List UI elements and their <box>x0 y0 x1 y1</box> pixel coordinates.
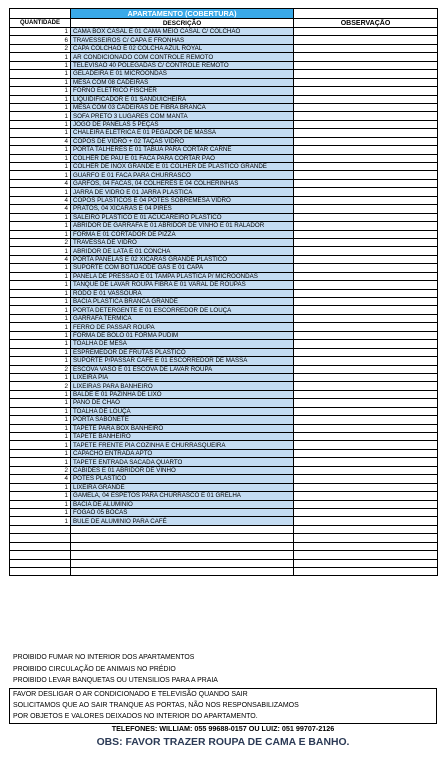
table-row <box>10 441 438 449</box>
item-description: GUARFO E 01 FACA PARA CHURRASCO <box>71 171 294 179</box>
item-observation <box>294 95 438 103</box>
item-description: SOFA PRETO 3 LUGARES COM MANTA <box>71 112 294 120</box>
table-row <box>10 348 438 356</box>
table-row <box>10 500 438 508</box>
table-row <box>10 492 438 500</box>
item-quantity: 1 <box>10 264 71 272</box>
empty-cell <box>10 551 71 559</box>
item-observation <box>294 517 438 525</box>
item-observation <box>294 163 438 171</box>
item-quantity: 1 <box>10 28 71 36</box>
item-quantity: 1 <box>10 154 71 162</box>
item-quantity: 1 <box>10 213 71 221</box>
item-observation <box>294 365 438 373</box>
item-observation <box>294 373 438 381</box>
item-quantity: 1 <box>10 449 71 457</box>
item-quantity: 1 <box>10 112 71 120</box>
item-observation <box>294 112 438 120</box>
item-description: POTES PLASTICO <box>71 475 294 483</box>
item-observation <box>294 272 438 280</box>
notice-line-ac: FAVOR DESLIGAR O AR CONDICIONADO E TELEVISÃO QUANDO SAIR <box>13 691 248 698</box>
item-observation <box>294 323 438 331</box>
item-quantity: 1 <box>10 230 71 238</box>
item-description: RODO E 01 VASSOURA <box>71 289 294 297</box>
item-description: ESPREMEDOR DE FRUTAS PLASTICO <box>71 348 294 356</box>
item-quantity: 2 <box>10 44 71 52</box>
item-description: ABRIDOR DE LATA E 01 CONCHA <box>71 247 294 255</box>
table-row <box>10 154 438 162</box>
item-description: PANELA DE PRESSÃO E 01 TAMPA PLASTICA P/ MICROONDAS <box>71 272 294 280</box>
table-row <box>10 475 438 483</box>
item-quantity: 1 <box>10 331 71 339</box>
item-description: SUPORTE P/PASSAR CAFÉ E 01 ESCORREDOR DE MASSA <box>71 357 294 365</box>
item-quantity: 2 <box>10 382 71 390</box>
item-description: FORMA DE BOLO 01 FORMA PUDIM <box>71 331 294 339</box>
item-quantity: 1 <box>10 373 71 381</box>
table-row <box>10 433 438 441</box>
title-blank-right <box>294 9 438 19</box>
item-description: TRAVESSA DE VIDRO <box>71 238 294 246</box>
empty-cell <box>71 525 294 533</box>
item-quantity: 1 <box>10 53 71 61</box>
item-description: TOALHA DE LOUÇA <box>71 407 294 415</box>
item-description: JARRA DE VIDRO E 01 JARRA PLASTICA <box>71 188 294 196</box>
item-quantity: 1 <box>10 340 71 348</box>
item-description: TOALHA DE MESA <box>71 340 294 348</box>
table-row <box>10 95 438 103</box>
item-description: LIXEIRA GRANDE <box>71 483 294 491</box>
table-row <box>10 306 438 314</box>
item-description: TAPETE ENTRADA SACADA QUARTO <box>71 458 294 466</box>
item-observation <box>294 306 438 314</box>
table-row <box>10 272 438 280</box>
item-quantity: 4 <box>10 205 71 213</box>
item-observation <box>294 357 438 365</box>
item-quantity: 4 <box>10 475 71 483</box>
table-row <box>10 196 438 204</box>
item-quantity: 1 <box>10 222 71 230</box>
item-observation <box>294 458 438 466</box>
item-observation <box>294 331 438 339</box>
item-description: FERRO DE PASSAR ROUPA <box>71 323 294 331</box>
table-row <box>10 466 438 474</box>
table-row <box>10 281 438 289</box>
empty-cell <box>294 534 438 542</box>
item-description: GAMELA, 04 ESPETOS PARA CHURRASCO E 01 GRELHA <box>71 492 294 500</box>
item-description: TAPETE BANHEIRO <box>71 433 294 441</box>
item-quantity: 1 <box>10 500 71 508</box>
table-row <box>10 61 438 69</box>
item-description: PORTA PANELAS E 02 XICARAS GRANDE PLASTICO <box>71 255 294 263</box>
item-quantity: 1 <box>10 483 71 491</box>
item-observation <box>294 483 438 491</box>
item-observation <box>294 238 438 246</box>
item-quantity: 4 <box>10 179 71 187</box>
table-row <box>10 449 438 457</box>
item-description: LIQUIDIFICADOR E 01 SANDUICHEIRA <box>71 95 294 103</box>
table-row <box>10 205 438 213</box>
item-quantity: 1 <box>10 247 71 255</box>
header-observation: OBSERVAÇÃO <box>294 19 438 28</box>
empty-cell <box>294 542 438 550</box>
item-quantity: 2 <box>10 365 71 373</box>
item-quantity: 1 <box>10 103 71 111</box>
item-quantity: 1 <box>10 87 71 95</box>
item-quantity: 1 <box>10 163 71 171</box>
table-row <box>10 103 438 111</box>
item-description: PORTA TALHERES E 01 TABUA PARA CORTAR CARNE <box>71 146 294 154</box>
item-observation <box>294 205 438 213</box>
table-row <box>10 331 438 339</box>
empty-row <box>10 542 438 550</box>
item-observation <box>294 289 438 297</box>
empty-row <box>10 568 438 576</box>
item-observation <box>294 433 438 441</box>
item-observation <box>294 120 438 128</box>
title-blank-left <box>10 9 71 19</box>
notice-line-lock: SOLICITAMOS QUE AO SAIR TRANQUE AS PORTAS, NÃO NOS RESPONSABILIZAMOS <box>13 701 299 709</box>
table-row <box>10 28 438 36</box>
item-quantity: 1 <box>10 129 71 137</box>
item-observation <box>294 188 438 196</box>
item-observation <box>294 230 438 238</box>
item-observation <box>294 196 438 204</box>
item-description: COPOS DE VIDRO + 02 TAÇAS VIDRO <box>71 137 294 145</box>
rule-no-smoking: PROIBIDO FUMAR NO INTERIOR DOS APARTAMENTOS <box>13 654 195 661</box>
table-row <box>10 517 438 525</box>
empty-cell <box>10 559 71 567</box>
empty-row <box>10 525 438 533</box>
item-observation <box>294 87 438 95</box>
item-description: MESA COM 03 CADEIRAS DE FIBRA BRANCA <box>71 103 294 111</box>
item-description: TANQUE DE LAVAR ROUPA FIBRA E 01 VARAL DE ROUPAS <box>71 281 294 289</box>
item-observation <box>294 281 438 289</box>
contact-phones: TELEFONES: WILLIAM: 055 99688-0157 OU LUIZ: 051 99707-2126 <box>111 724 335 733</box>
item-quantity: 1 <box>10 416 71 424</box>
empty-cell <box>294 568 438 576</box>
item-quantity: 2 <box>10 466 71 474</box>
item-description: TELEVISÃO 40 POLEGADAS C/ CONTROLE REMOTO <box>71 61 294 69</box>
header-row <box>10 19 438 28</box>
table-row <box>10 416 438 424</box>
item-observation <box>294 70 438 78</box>
table-row <box>10 247 438 255</box>
item-description: COLHER DE INOX GRANDE E 01 COLHER DE PLASTICO GRANDE <box>71 163 294 171</box>
item-observation <box>294 61 438 69</box>
item-observation <box>294 399 438 407</box>
item-observation <box>294 179 438 187</box>
item-observation <box>294 129 438 137</box>
item-quantity: 1 <box>10 95 71 103</box>
item-quantity: 1 <box>10 70 71 78</box>
item-quantity: 1 <box>10 146 71 154</box>
item-description: PRATOS, 04 XÍCARAS E 04 PIRES <box>71 205 294 213</box>
table-row <box>10 407 438 415</box>
item-observation <box>294 171 438 179</box>
table-row <box>10 458 438 466</box>
table-row <box>10 70 438 78</box>
item-observation <box>294 103 438 111</box>
rules-list <box>13 652 218 687</box>
header-quantity: QUANTIDADE <box>10 19 71 28</box>
header-description: DESCRIÇÃO <box>71 19 294 28</box>
item-observation <box>294 53 438 61</box>
item-description: CHALEIRA ELÉTRICA E 01 PEGADOR DE MASSA <box>71 129 294 137</box>
item-quantity: 4 <box>10 255 71 263</box>
table-row <box>10 373 438 381</box>
table-row <box>10 323 438 331</box>
item-observation <box>294 424 438 432</box>
empty-cell <box>71 534 294 542</box>
table-row <box>10 390 438 398</box>
empty-row <box>10 559 438 567</box>
table-row <box>10 179 438 187</box>
table-row <box>10 222 438 230</box>
item-description: MESA COM 08 CADEIRAS <box>71 78 294 86</box>
item-description: AR CONDICIONADO COM CONTROLE REMOTO <box>71 53 294 61</box>
table-row <box>10 120 438 128</box>
item-observation <box>294 500 438 508</box>
item-quantity: 1 <box>10 120 71 128</box>
item-observation <box>294 213 438 221</box>
item-description: BACIA DE ALUMINIO <box>71 500 294 508</box>
item-quantity: 1 <box>10 171 71 179</box>
item-quantity: 1 <box>10 281 71 289</box>
item-quantity: 6 <box>10 36 71 44</box>
item-description: GARFOS, 04 FACAS, 04 COLHERES E 04 COLHERINHAS <box>71 179 294 187</box>
item-description: PORTA SABONETE <box>71 416 294 424</box>
item-description: BACIA PLASTICA BRANCA GRANDE <box>71 298 294 306</box>
item-observation <box>294 154 438 162</box>
empty-cell <box>71 559 294 567</box>
table-row <box>10 264 438 272</box>
item-description: CAPA COLCHÃO E 02 COLCHA AZUL ROYAL <box>71 44 294 52</box>
empty-cell <box>10 568 71 576</box>
table-row <box>10 424 438 432</box>
item-quantity: 1 <box>10 306 71 314</box>
item-quantity: 1 <box>10 424 71 432</box>
item-quantity: 1 <box>10 357 71 365</box>
item-quantity: 1 <box>10 433 71 441</box>
table-row <box>10 230 438 238</box>
table-row <box>10 146 438 154</box>
empty-cell <box>294 525 438 533</box>
item-observation <box>294 382 438 390</box>
item-quantity: 1 <box>10 399 71 407</box>
empty-row <box>10 551 438 559</box>
item-quantity: 1 <box>10 458 71 466</box>
item-observation <box>294 36 438 44</box>
item-observation <box>294 255 438 263</box>
item-description: FORMA E 01 CORTADOR DE PIZZA <box>71 230 294 238</box>
table-row <box>10 163 438 171</box>
rule-no-animals: PROIBIDO CIRCULAÇÃO DE ANIMAIS NO PRÉDIO <box>13 665 176 673</box>
item-quantity: 1 <box>10 188 71 196</box>
empty-cell <box>71 568 294 576</box>
item-description: LIXEIRA PIA <box>71 373 294 381</box>
item-quantity: 1 <box>10 390 71 398</box>
item-observation <box>294 146 438 154</box>
table-row <box>10 78 438 86</box>
item-description: TAPETE FRENTE PIA COZINHA E CHURRASQUEIRA <box>71 441 294 449</box>
item-quantity: 1 <box>10 289 71 297</box>
inventory-table-body <box>10 9 438 576</box>
table-row <box>10 87 438 95</box>
item-observation <box>294 247 438 255</box>
item-observation <box>294 441 438 449</box>
item-observation <box>294 407 438 415</box>
empty-cell <box>10 534 71 542</box>
item-description: CABIDES E 01 ABRIDOR DE VINHO <box>71 466 294 474</box>
title-row <box>10 9 438 19</box>
item-quantity: 1 <box>10 508 71 516</box>
empty-cell <box>10 542 71 550</box>
item-description: COPOS PLASTICOS E 04 POTES SOBREMESA VIDRO <box>71 196 294 204</box>
item-observation <box>294 449 438 457</box>
table-row <box>10 289 438 297</box>
item-quantity: 2 <box>10 238 71 246</box>
item-observation <box>294 314 438 322</box>
item-description: GARRAFA TERMICA <box>71 314 294 322</box>
item-description: BULE DE ALUMINIO PARA CAFÉ <box>71 517 294 525</box>
table-row <box>10 298 438 306</box>
table-row <box>10 36 438 44</box>
item-observation <box>294 298 438 306</box>
item-observation <box>294 466 438 474</box>
item-description: ABRIDOR DE GARRAFA E 01 ABRIDOR DE VINHO E 01 RALADOR <box>71 222 294 230</box>
item-description: FOGÃO 05 BOCAS <box>71 508 294 516</box>
item-description: LIXEIRAS PARA BANHEIRO <box>71 382 294 390</box>
inventory-sheet <box>9 8 437 576</box>
item-observation <box>294 390 438 398</box>
item-observation <box>294 340 438 348</box>
inventory-table <box>9 8 438 576</box>
item-description: SUPORTE COM BOTIJÃODE GÁS E 01 CAPA <box>71 264 294 272</box>
item-observation <box>294 508 438 516</box>
item-description: PORTA DETERGENTE E 01 ESCORREDOR DE LOUÇA <box>71 306 294 314</box>
item-description: COLHER DE PAU E 01 FACA PARA CORTAR PÃO <box>71 154 294 162</box>
sheet-title: APARTAMENTO (COBERTURA) <box>71 9 294 19</box>
table-row <box>10 137 438 145</box>
item-quantity: 4 <box>10 137 71 145</box>
table-row <box>10 112 438 120</box>
item-quantity: 1 <box>10 348 71 356</box>
empty-cell <box>71 542 294 550</box>
item-observation <box>294 416 438 424</box>
item-description: FORNO ELETRICO FISCHER <box>71 87 294 95</box>
item-observation <box>294 264 438 272</box>
table-row <box>10 340 438 348</box>
item-description: ESCOVA VASO E 01 ESCOVA DE LAVAR ROUPA <box>71 365 294 373</box>
table-row <box>10 508 438 516</box>
item-quantity: 1 <box>10 298 71 306</box>
item-quantity: 1 <box>10 407 71 415</box>
footer-note: OBS: FAVOR TRAZER ROUPA DE CAMA E BANHO. <box>96 737 350 748</box>
item-observation <box>294 28 438 36</box>
table-row <box>10 238 438 246</box>
item-quantity: 1 <box>10 441 71 449</box>
table-row <box>10 188 438 196</box>
item-observation <box>294 137 438 145</box>
empty-cell <box>71 551 294 559</box>
table-row <box>10 382 438 390</box>
table-row <box>10 129 438 137</box>
notice-line-valuables: POR OBJETOS E VALORES DEIXADOS NO INTERIOR DO APARTAMENTO. <box>13 712 258 720</box>
item-quantity: 1 <box>10 492 71 500</box>
item-quantity: 1 <box>10 78 71 86</box>
item-quantity: 4 <box>10 196 71 204</box>
item-description: PANO DE CHÃO <box>71 399 294 407</box>
item-description: SALEIRO PLASTICO E 01 ACUCAREIRO PLASTICO <box>71 213 294 221</box>
item-observation <box>294 78 438 86</box>
table-row <box>10 399 438 407</box>
table-row <box>10 314 438 322</box>
item-observation <box>294 222 438 230</box>
item-observation <box>294 475 438 483</box>
item-description: JOGO DE PANELAS 5 PEÇAS <box>71 120 294 128</box>
table-row <box>10 213 438 221</box>
item-description: BALDE E 01 PAZINHA DE LIXO <box>71 390 294 398</box>
table-row <box>10 53 438 61</box>
item-quantity: 1 <box>10 61 71 69</box>
item-description: TAPETE PARA BOX BANHEIRO <box>71 424 294 432</box>
notice-box <box>9 688 437 724</box>
table-row <box>10 255 438 263</box>
item-observation <box>294 44 438 52</box>
item-quantity: 1 <box>10 323 71 331</box>
item-description: CAMA BOX CASAL E 01 CAMA MEIO CASAL C/ COLCHÃO <box>71 28 294 36</box>
item-quantity: 1 <box>10 517 71 525</box>
table-row <box>10 365 438 373</box>
empty-cell <box>10 525 71 533</box>
table-row <box>10 171 438 179</box>
table-row <box>10 357 438 365</box>
empty-cell <box>294 551 438 559</box>
table-row <box>10 44 438 52</box>
item-quantity: 1 <box>10 314 71 322</box>
item-description: GELADEIRA E 01 MICROONDAS <box>71 70 294 78</box>
item-observation <box>294 348 438 356</box>
item-description: CAPACHO ENTRADA APTO <box>71 449 294 457</box>
rule-no-beach-items: PROIBIDO LEVAR BANQUETAS OU UTENSILIOS PARA A PRAIA <box>13 677 218 684</box>
item-observation <box>294 492 438 500</box>
empty-row <box>10 534 438 542</box>
item-quantity: 1 <box>10 272 71 280</box>
empty-cell <box>294 559 438 567</box>
table-row <box>10 483 438 491</box>
item-description: TRAVESSEIROS C/ CAPA E FRONHAS <box>71 36 294 44</box>
